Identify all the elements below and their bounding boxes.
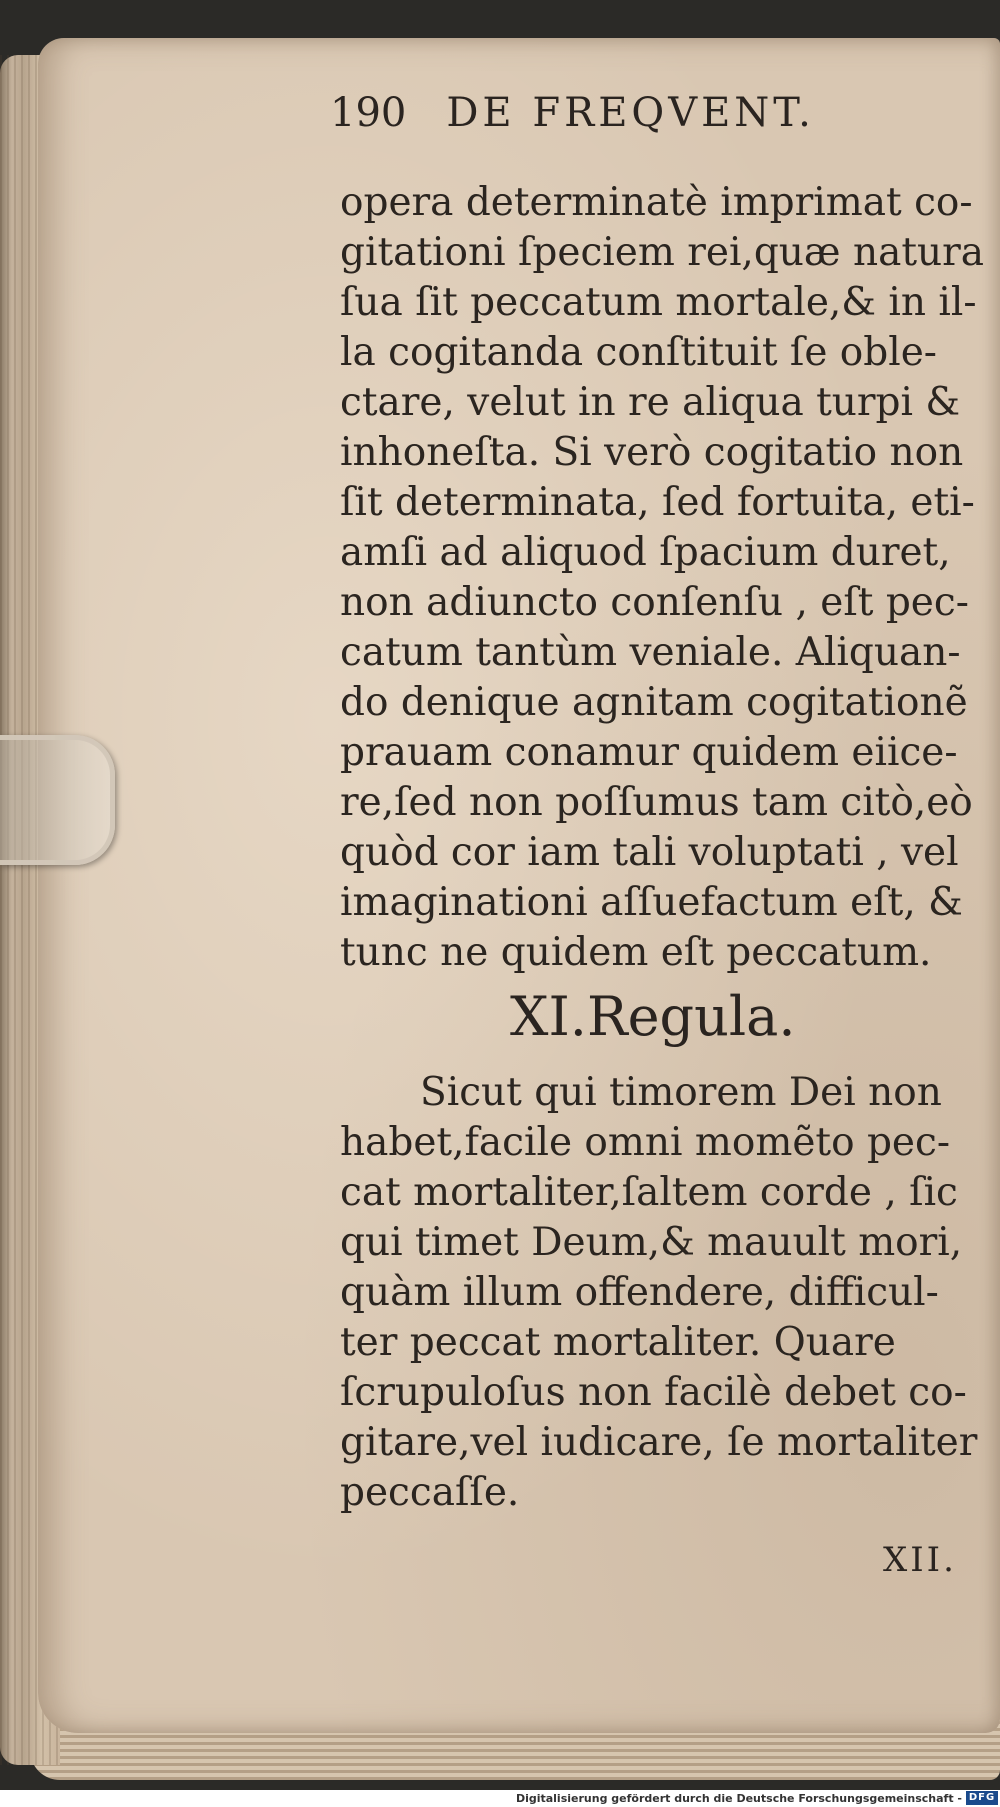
- body-line: imaginationi aſſuefactum eſt, &: [340, 880, 963, 925]
- book-clasp: [0, 735, 115, 865]
- section-line: gitare,vel iudicare, ſe mortaliter: [340, 1420, 978, 1465]
- body-line: re,ſed non poſſumus tam citò,eò: [340, 780, 973, 825]
- body-line: tunc ne quidem eſt peccatum.: [340, 930, 932, 975]
- body-line: gitationi ſpeciem rei,quæ natura: [340, 230, 985, 275]
- body-line: la cogitanda conſtituit ſe oble-: [340, 330, 937, 375]
- funding-credit: Digitalisierung gefördert durch die Deutsche Forschungsgemeinschaft -: [515, 1792, 962, 1805]
- body-line: non adiuncto conſenſu , eſt pec-: [340, 580, 969, 625]
- body-line: ſua ſit peccatum mortale,& in il-: [340, 280, 977, 325]
- body-line: catum tantùm veniale. Aliquan-: [340, 630, 961, 675]
- section-line: Sicut qui timorem Dei non: [420, 1070, 942, 1115]
- dfg-logo: DFG: [966, 1791, 998, 1805]
- section-line: cat mortaliter,ſaltem corde , ſic: [340, 1170, 958, 1215]
- section-line: peccaſſe.: [340, 1470, 520, 1515]
- body-line: quòd cor iam tali voluptati , vel: [340, 830, 959, 875]
- page-number: 190: [330, 90, 407, 136]
- catchword: XII.: [883, 1540, 957, 1580]
- section-line: ter peccat mortaliter. Quare: [340, 1320, 896, 1365]
- section-line: ſcrupuloſus non facilè debet co-: [340, 1370, 967, 1415]
- section-line: habet,facile omni momẽto pec-: [340, 1120, 951, 1165]
- body-line: prauam conamur quidem eiice-: [340, 730, 958, 775]
- body-line: ſit determinata, ſed fortuita, eti-: [340, 480, 975, 525]
- body-line: amſi ad aliquod ſpacium duret,: [340, 530, 951, 575]
- body-line: inhoneſta. Si verò cogitatio non: [340, 430, 964, 475]
- body-line: ctare, velut in re aliqua turpi &: [340, 380, 961, 425]
- section-line: quàm illum offendere, difficul-: [340, 1270, 939, 1315]
- section-line: qui timet Deum,& mauult mori,: [340, 1220, 963, 1265]
- running-head: [330, 90, 815, 136]
- running-title: DE FREQVENT.: [446, 90, 815, 136]
- section-heading: XI.Regula.: [510, 985, 796, 1048]
- body-line: opera determinatè imprimat co-: [340, 180, 973, 225]
- digitization-footer: [0, 1790, 1000, 1807]
- body-line: do denique agnitam cogitationẽ: [340, 680, 968, 725]
